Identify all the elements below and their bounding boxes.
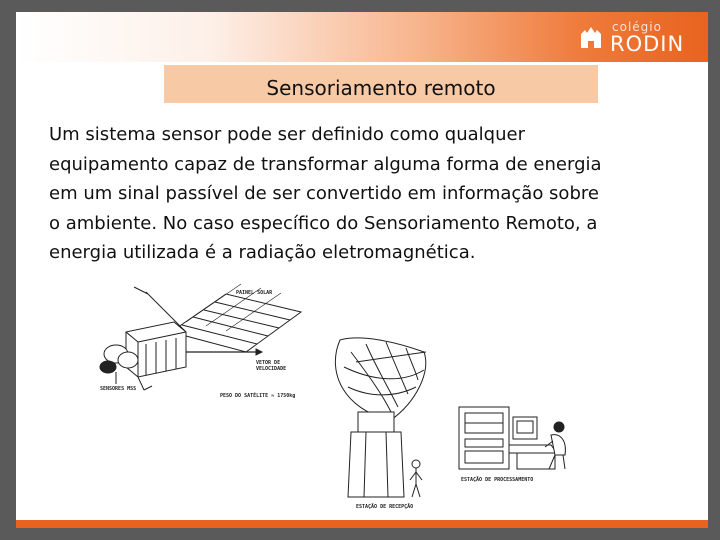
content-area <box>16 62 708 520</box>
label-velocity-2: VELOCIDADE <box>256 366 287 372</box>
label-velocity: VETOR DE <box>256 360 281 366</box>
processing-station-illustration <box>451 397 581 487</box>
castle-icon <box>578 24 604 50</box>
label-solar-panel: PAINEL SOLAR <box>236 290 273 296</box>
logo-big-text: RODIN <box>610 32 685 56</box>
receiving-dish-illustration <box>316 332 466 512</box>
para-line-2: equipamento capaz de transformar alguma forma de energia <box>49 153 602 175</box>
para-line-5: energia utilizada é a radiação eletromagnética. <box>49 242 476 263</box>
satellite-illustration <box>86 272 326 422</box>
school-logo <box>568 14 698 60</box>
title-box <box>164 65 598 103</box>
para-line-1: Um sistema sensor pode ser definido como qualquer <box>49 124 525 145</box>
label-processing-station: ESTAÇÃO DE PROCESSAMENTO <box>461 477 534 483</box>
para-line-3: em um sinal passível de ser convertido em informação sobre <box>49 183 599 204</box>
body-paragraph <box>49 120 689 268</box>
header-bar <box>16 12 708 62</box>
label-mss-sensors: SENSORES MSS <box>100 386 137 392</box>
logo-small-text: colégio <box>612 20 662 34</box>
slide-title: Sensoriamento remoto <box>266 76 496 100</box>
footer-bar <box>16 520 708 528</box>
label-receiving-station: ESTAÇÃO DE RECEPÇÃO <box>356 504 414 510</box>
para-line-4: o ambiente. No caso específico do Sensoriamento Remoto, a <box>49 212 598 234</box>
label-weight: PESO DO SATÉLITE ≈ 1750kg <box>220 393 296 399</box>
